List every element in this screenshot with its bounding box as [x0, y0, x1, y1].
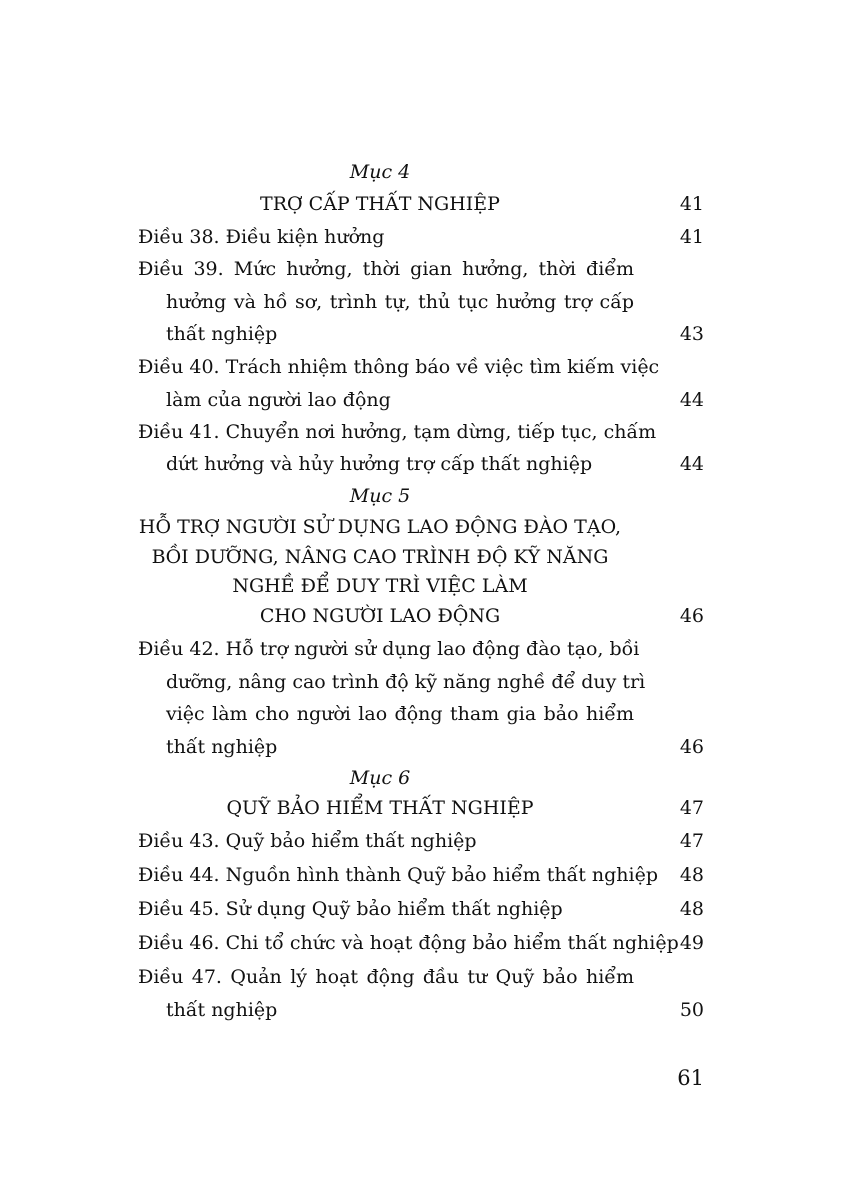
toc-entry-line: Điều 46. Chi tổ chức và hoạt động bảo hiểm thất nghiệp [138, 932, 679, 954]
page-ref: 46 [679, 736, 704, 758]
toc-entry-line: Điều 43. Quỹ bảo hiểm thất nghiệp [138, 830, 477, 852]
toc-entry-line: việc làm cho người lao động tham gia bảo hiểm [166, 703, 634, 725]
toc-entry-line: thất nghiệp [166, 736, 278, 758]
page-ref: 46 [679, 605, 704, 627]
page-ref: 43 [679, 323, 704, 345]
toc-entry-line: Điều 39. Mức hưởng, thời gian hưởng, thời điểm [138, 258, 634, 280]
section-title-muc5: CHO NGƯỜI LAO ĐỘNG [259, 605, 501, 627]
page-ref: 48 [679, 864, 704, 886]
page-ref: 44 [679, 453, 704, 475]
toc-entry-line: làm của người lao động [166, 389, 391, 411]
toc-entry-line: dứt hưởng và hủy hưởng trợ cấp thất nghiệp [166, 453, 593, 475]
toc-entry-line: thất nghiệp [166, 323, 278, 345]
section-label-muc5: Mục 5 [349, 485, 411, 507]
page-ref: 47 [679, 797, 704, 819]
toc-entry-line: Điều 42. Hỗ trợ người sử dụng lao động đào tạo, bồi [138, 638, 640, 660]
toc-entry-line: Điều 45. Sử dụng Quỹ bảo hiểm thất nghiệp [138, 898, 563, 920]
section-title-muc5: NGHỀ ĐỂ DUY TRÌ VIỆC LÀM [232, 575, 528, 597]
toc-entry-line: hưởng và hồ sơ, trình tự, thủ tục hưởng trợ cấp [166, 291, 634, 313]
page-ref: 44 [679, 389, 704, 411]
page-ref: 50 [679, 999, 704, 1021]
toc-entry-line: Điều 41. Chuyển nơi hưởng, tạm dừng, tiếp tục, chấm [138, 421, 657, 443]
toc-entry-line: dưỡng, nâng cao trình độ kỹ năng nghề để duy trì [166, 671, 646, 693]
toc-entry-line: Điều 44. Nguồn hình thành Quỹ bảo hiểm thất nghiệp [138, 864, 659, 886]
section-label-muc4: Mục 4 [349, 161, 411, 183]
section-label-muc6: Mục 6 [349, 767, 411, 789]
page-ref: 47 [679, 830, 704, 852]
toc-entry-line: thất nghiệp [166, 999, 278, 1021]
section-title-muc4: TRỢ CẤP THẤT NGHIỆP [260, 193, 500, 215]
page-ref: 48 [679, 898, 704, 920]
page-ref: 41 [679, 193, 704, 215]
section-title-muc6: QUỸ BẢO HIỂM THẤT NGHIỆP [226, 797, 534, 819]
page-ref: 49 [679, 932, 704, 954]
toc-entry-line: Điều 47. Quản lý hoạt động đầu tư Quỹ bảo hiểm [138, 966, 634, 988]
section-title-muc5: BỒI DƯỠNG, NÂNG CAO TRÌNH ĐỘ KỸ NĂNG [151, 546, 609, 568]
toc-entry-line: Điều 40. Trách nhiệm thông báo về việc tìm kiếm việc [138, 356, 660, 378]
toc-entry-line: Điều 38. Điều kiện hưởng [138, 226, 385, 248]
section-title-muc5: HỖ TRỢ NGƯỜI SỬ DỤNG LAO ĐỘNG ĐÀO TẠO, [138, 516, 622, 538]
page-number: 61 [677, 1066, 704, 1090]
page-ref: 41 [679, 226, 704, 248]
